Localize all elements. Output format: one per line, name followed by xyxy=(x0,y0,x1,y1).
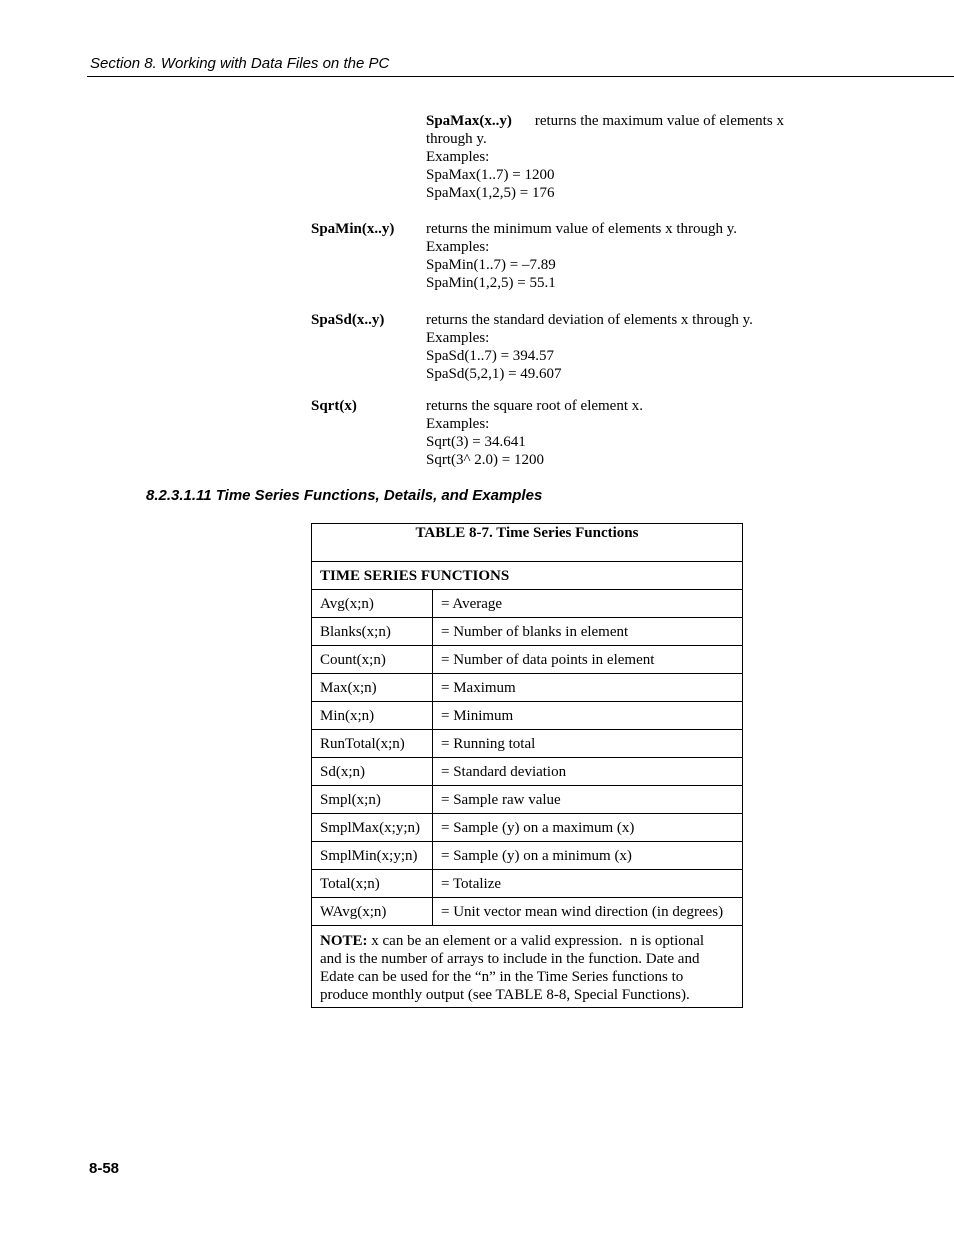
spamax-desc: returns the maximum value of elements x xyxy=(534,113,784,129)
table-row xyxy=(312,758,743,786)
spamin-line: returns the minimum value of elements x through y. xyxy=(426,221,738,237)
note-line: produce monthly output (see TABLE 8-8, Special Functions). xyxy=(320,987,690,1003)
running-header: Section 8. Working with Data Files on the PC xyxy=(90,55,390,72)
spasd-description xyxy=(426,311,846,383)
table-note-first-line xyxy=(320,932,734,950)
function-description-cell: = Sample raw value xyxy=(433,786,743,814)
table-row xyxy=(312,590,743,618)
table-row xyxy=(312,814,743,842)
sqrt-line: Examples: xyxy=(426,416,490,432)
function-name-cell: RunTotal(x;n) xyxy=(312,730,433,758)
sqrt-line: Sqrt(3) = 34.641 xyxy=(426,434,526,450)
table-note xyxy=(312,926,743,1008)
spamin-term: SpaMin(x..y) xyxy=(311,221,395,237)
subsection-heading: 8.2.3.1.11 Time Series Functions, Details, and Examples xyxy=(146,487,543,504)
table-row xyxy=(312,702,743,730)
sqrt-line: returns the square root of element x. xyxy=(426,398,644,414)
spamin-line: SpaMin(1,2,5) = 55.1 xyxy=(426,275,556,291)
function-description-cell: = Average xyxy=(433,590,743,618)
function-name-cell: Max(x;n) xyxy=(312,674,433,702)
table-row xyxy=(312,870,743,898)
table-row xyxy=(312,646,743,674)
function-description-cell: = Running total xyxy=(433,730,743,758)
spamax-term: SpaMax(x..y) xyxy=(426,113,512,129)
function-name-cell: Total(x;n) xyxy=(312,870,433,898)
spamax-line: through y. xyxy=(426,131,487,147)
note-line: x can be an element or a valid expression. n is optional xyxy=(367,933,705,949)
spasd-line: returns the standard deviation of elements x through y. xyxy=(426,312,753,328)
function-description-cell: = Number of data points in element xyxy=(433,646,743,674)
function-description-cell: = Minimum xyxy=(433,702,743,730)
spamax-first-line xyxy=(426,112,806,130)
table-row xyxy=(312,786,743,814)
table-row xyxy=(312,730,743,758)
spamax-line: SpaMax(1..7) = 1200 xyxy=(426,167,555,183)
function-description-cell: = Sample (y) on a minimum (x) xyxy=(433,842,743,870)
header-rule xyxy=(87,76,954,77)
table-group-header: TIME SERIES FUNCTIONS xyxy=(312,562,743,590)
function-name-cell: Avg(x;n) xyxy=(312,590,433,618)
table-row xyxy=(312,898,743,926)
note-line: Edate can be used for the “n” in the Time Series functions to xyxy=(320,969,684,985)
time-series-table xyxy=(311,523,743,1008)
spamin-line: SpaMin(1..7) = –7.89 xyxy=(426,257,556,273)
function-name-cell: Count(x;n) xyxy=(312,646,433,674)
function-name-cell: WAvg(x;n) xyxy=(312,898,433,926)
function-description-cell: = Standard deviation xyxy=(433,758,743,786)
spamax-line: SpaMax(1,2,5) = 176 xyxy=(426,185,555,201)
spasd-line: Examples: xyxy=(426,330,490,346)
table-row xyxy=(312,842,743,870)
spamin-description xyxy=(426,220,846,292)
note-line: and is the number of arrays to include in the function. Date and xyxy=(320,951,700,967)
table-row xyxy=(312,674,743,702)
function-description-cell: = Totalize xyxy=(433,870,743,898)
sqrt-term: Sqrt(x) xyxy=(311,398,357,414)
function-name-cell: Smpl(x;n) xyxy=(312,786,433,814)
function-description-cell: = Unit vector mean wind direction (in degrees) xyxy=(433,898,743,926)
page-number: 8-58 xyxy=(89,1160,120,1177)
function-name-cell: Blanks(x;n) xyxy=(312,618,433,646)
table-row xyxy=(312,618,743,646)
function-description-cell: = Number of blanks in element xyxy=(433,618,743,646)
sqrt-description xyxy=(426,397,846,469)
function-name-cell: Min(x;n) xyxy=(312,702,433,730)
spamax-entry xyxy=(426,112,806,202)
spasd-line: SpaSd(5,2,1) = 49.607 xyxy=(426,366,562,382)
spamax-line: Examples: xyxy=(426,149,490,165)
sqrt-line: Sqrt(3^ 2.0) = 1200 xyxy=(426,452,544,468)
function-description-cell: = Maximum xyxy=(433,674,743,702)
function-name-cell: SmplMax(x;y;n) xyxy=(312,814,433,842)
note-label: NOTE: xyxy=(320,933,368,949)
table-caption: TABLE 8-7. Time Series Functions xyxy=(312,524,743,562)
function-name-cell: Sd(x;n) xyxy=(312,758,433,786)
function-description-cell: = Sample (y) on a maximum (x) xyxy=(433,814,743,842)
spasd-line: SpaSd(1..7) = 394.57 xyxy=(426,348,555,364)
function-name-cell: SmplMin(x;y;n) xyxy=(312,842,433,870)
spamin-line: Examples: xyxy=(426,239,490,255)
spasd-term: SpaSd(x..y) xyxy=(311,312,385,328)
